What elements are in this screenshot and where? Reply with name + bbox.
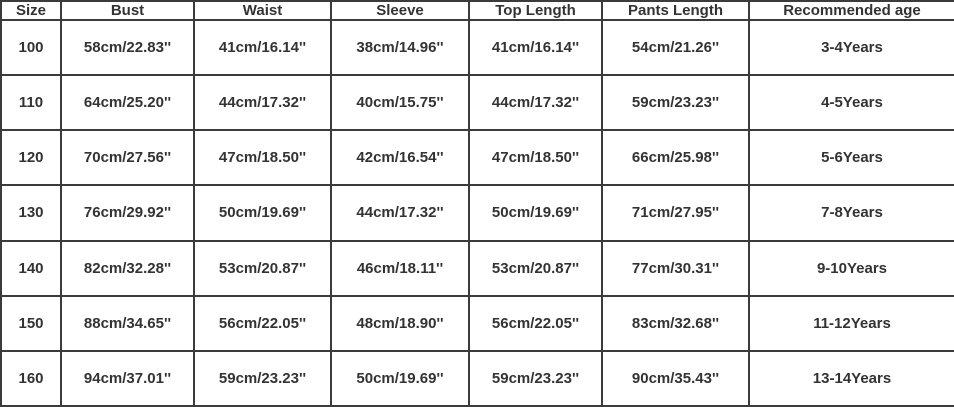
header-row [1,1,954,20]
cell-sleeve: 40cm/15.75'' [331,75,469,130]
cell-recommended-age: 7-8Years [749,185,954,240]
cell-waist: 47cm/18.50'' [194,130,331,185]
table-row [1,20,954,75]
cell-bust: 70cm/27.56'' [61,130,194,185]
cell-pants-length: 66cm/25.98'' [602,130,749,185]
table-row [1,351,954,406]
cell-recommended-age: 13-14Years [749,351,954,406]
cell-sleeve: 48cm/18.90'' [331,296,469,351]
cell-sleeve: 44cm/17.32'' [331,185,469,240]
column-header-sleeve: Sleeve [331,1,469,20]
table-row [1,296,954,351]
table-row [1,130,954,185]
cell-top-length: 59cm/23.23'' [469,351,602,406]
cell-waist: 53cm/20.87'' [194,241,331,296]
cell-waist: 44cm/17.32'' [194,75,331,130]
cell-size: 110 [1,75,61,130]
column-header-top-length: Top Length [469,1,602,20]
cell-size: 100 [1,20,61,75]
cell-top-length: 44cm/17.32'' [469,75,602,130]
cell-size: 130 [1,185,61,240]
cell-size: 160 [1,351,61,406]
cell-bust: 58cm/22.83'' [61,20,194,75]
cell-pants-length: 59cm/23.23'' [602,75,749,130]
cell-sleeve: 42cm/16.54'' [331,130,469,185]
column-header-pants-length: Pants Length [602,1,749,20]
cell-pants-length: 90cm/35.43'' [602,351,749,406]
column-header-waist: Waist [194,1,331,20]
cell-top-length: 53cm/20.87'' [469,241,602,296]
table-row [1,75,954,130]
cell-top-length: 41cm/16.14'' [469,20,602,75]
cell-sleeve: 38cm/14.96'' [331,20,469,75]
cell-bust: 88cm/34.65'' [61,296,194,351]
cell-recommended-age: 11-12Years [749,296,954,351]
cell-pants-length: 71cm/27.95'' [602,185,749,240]
cell-bust: 76cm/29.92'' [61,185,194,240]
column-header-recommended-age: Recommended age [749,1,954,20]
table-row [1,241,954,296]
cell-waist: 41cm/16.14'' [194,20,331,75]
cell-pants-length: 77cm/30.31'' [602,241,749,296]
cell-top-length: 47cm/18.50'' [469,130,602,185]
cell-size: 140 [1,241,61,296]
cell-bust: 82cm/32.28'' [61,241,194,296]
cell-sleeve: 46cm/18.11'' [331,241,469,296]
cell-recommended-age: 3-4Years [749,20,954,75]
cell-top-length: 50cm/19.69'' [469,185,602,240]
cell-sleeve: 50cm/19.69'' [331,351,469,406]
table-row [1,185,954,240]
cell-pants-length: 54cm/21.26'' [602,20,749,75]
cell-waist: 50cm/19.69'' [194,185,331,240]
cell-top-length: 56cm/22.05'' [469,296,602,351]
cell-recommended-age: 5-6Years [749,130,954,185]
cell-recommended-age: 4-5Years [749,75,954,130]
column-header-bust: Bust [61,1,194,20]
cell-recommended-age: 9-10Years [749,241,954,296]
cell-waist: 56cm/22.05'' [194,296,331,351]
cell-waist: 59cm/23.23'' [194,351,331,406]
cell-size: 120 [1,130,61,185]
cell-bust: 64cm/25.20'' [61,75,194,130]
cell-pants-length: 83cm/32.68'' [602,296,749,351]
column-header-size: Size [1,1,61,20]
cell-bust: 94cm/37.01'' [61,351,194,406]
cell-size: 150 [1,296,61,351]
